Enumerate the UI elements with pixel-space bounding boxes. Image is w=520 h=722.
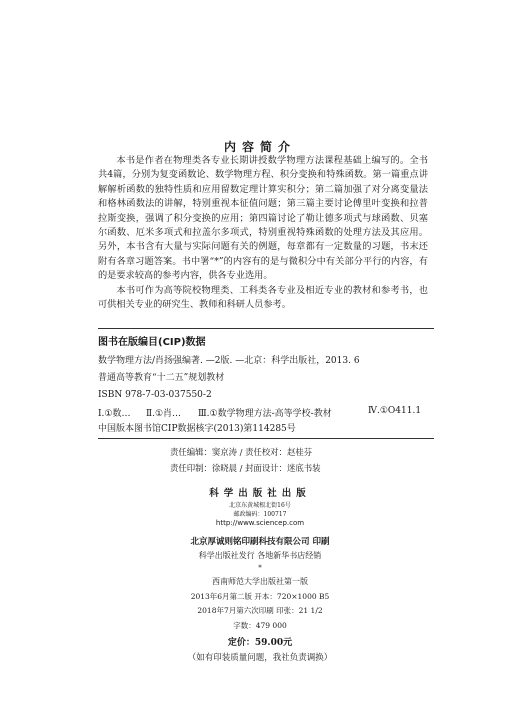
cip-heading: 图书在版编目(CIP)数据 — [98, 337, 206, 348]
first-edition-line: 西南师范大学出版社第一版 — [212, 577, 308, 586]
price: 定价：59.00元 — [227, 638, 293, 648]
word-count: 字数：479 000 — [233, 621, 287, 630]
editor-credits: 责任编辑：窦京涛 / 责任校对：赵桂芬 — [170, 447, 313, 457]
production-credits: 责任印制：徐晓晨 / 封面设计：迷底书装 — [170, 463, 321, 473]
cip-class-1: Ⅰ.①数… — [98, 409, 131, 419]
cip-record-number: 中国版本图书馆CIP数据核字(2013)第114285号 — [98, 424, 296, 434]
cip-isbn-line: ISBN 978-7-03-037550-2 — [98, 390, 212, 400]
cip-title-line: 数学物理方法/肖扬强编著. —2版. —北京：科学出版社，2013. 6 — [98, 356, 360, 366]
distributor-line: 科学出版社发行 各地新华书店经销 — [198, 551, 322, 560]
quality-notice: （如有印装质量问题，我社负责调换） — [187, 653, 333, 663]
cip-class-2: Ⅱ.①肖… — [146, 409, 182, 419]
publisher-url: http://www.sciencep.com — [215, 519, 305, 527]
separator-star: * — [258, 564, 262, 572]
summary-paragraph: 本书是作者在物理类各专业长期讲授数学物理方法课程基础上编写的。全书共4篇，分别为复变函数论、数学物理方程、积分变换和特殊函数。第一篇重点讲解解析函数的独特性质和应用留数定理计算实积分；第二篇加强了对分离变量法和格林函数法的讲解，特别重视本征值问题；第三篇主要讨论傅里叶变换和拉普拉斯变换，强调了积分变换的应用；第四篇讨论了勒让德多项式与球函数、贝塞尔函数、厄米多项式和拉盖尔多项式，特别重视特殊函数的处理方法及其应用。另外，本书含有大量与实际问题有关的例题，每章都有一定数量的习题，书末还附有各章习题答案。书中署“*”的内容有的是与微积分中有关部分平行的内容，有的是要求较高的参考内容，供各专业选用。 — [98, 155, 428, 282]
second-edition-line: 2013年6月第二版 开本：720×1000 B5 — [190, 592, 330, 601]
cip-series-line: 普通高等教育“十二五”规划教材 — [98, 373, 225, 383]
postal-code: 邮政编码：100717 — [233, 511, 287, 518]
cip-class-3: Ⅲ.①数学物理方法-高等学校-教材 — [198, 409, 332, 419]
publisher-name: 科学出版社出版 — [209, 488, 311, 499]
cip-class-4: Ⅳ.①O411.1 — [368, 406, 422, 416]
publisher-address: 北京东黄城根北街16号 — [229, 502, 291, 509]
content-summary — [98, 154, 428, 312]
divider — [98, 328, 434, 329]
printer-line: 北京厚诚则铭印刷科技有限公司 印刷 — [190, 537, 330, 547]
printing-line: 2018年7月第六次印刷 印张：21 1/2 — [197, 606, 323, 615]
summary-paragraph: 本书可作为高等院校物理类、工科类各专业及相近专业的教材和参考书，也可供相关专业的研究生、教师和科研人员参考。 — [98, 284, 428, 311]
divider — [98, 438, 434, 439]
page-title: 内容简介 — [223, 140, 296, 154]
